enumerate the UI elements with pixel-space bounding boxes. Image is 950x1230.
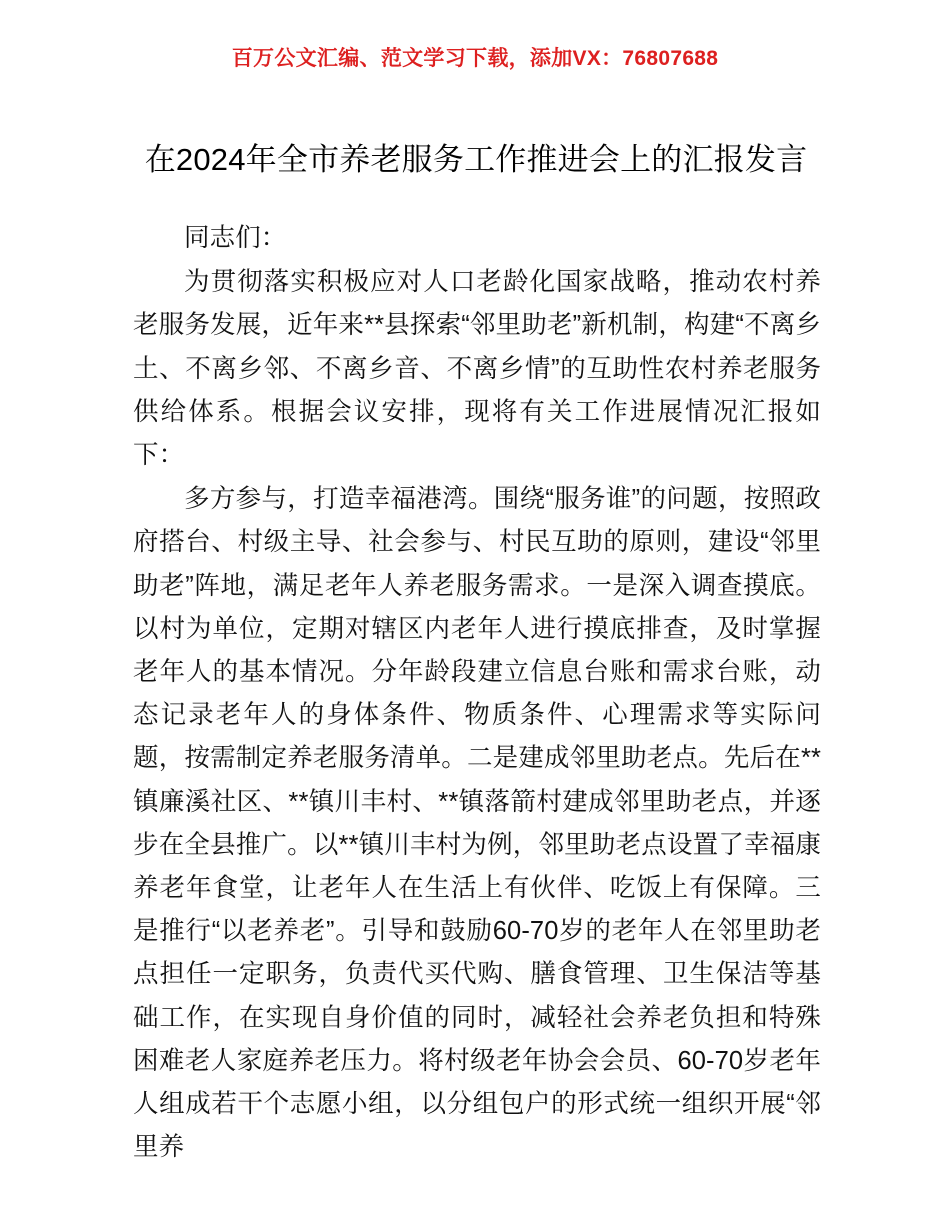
document-body	[133, 217, 821, 1169]
promo-banner-text: 百万公文汇编、范文学习下载，添加VX：76807688	[231, 47, 719, 70]
paragraph-salutation: 同志们：	[184, 224, 287, 252]
page-title: 在2024年全市养老服务工作推进会上的汇报发言	[144, 141, 808, 177]
paragraph-section-one: 多方参与，打造幸福港湾。围绕“服务谁”的问题，按照政府搭台、村级主导、社会参与、村民互助的原则，建设“邻里助老”阵地，满足老年人养老服务需求。一是深入调查摸底。以村为单位，定期对辖区内老年人进行摸底排查，及时掌握老年人的基本情况。分年龄段建立信息台账和需求台账，动态记录老年人的身体条件、物质条件、心理需求等实际问题，按需制定养老服务清单。二是建成邻里助老点。先后在**镇廉溪社区、**镇川丰村、**镇落箭村建成邻里助老点，并逐步在全县推广。以**镇川丰村为例，邻里助老点设置了幸福康养老年食堂，让老年人在生活上有伙伴、吃饭上有保障。三是推行“以老养老”。引导和鼓励60-70岁的老年人在邻里助老点担任一定职务，负责代买代购、膳食管理、卫生保洁等基础工作，在实现自身价值的同时，减轻社会养老负担和特殊困难老人家庭养老压力。将村级老年协会会员、60-70岁老年人组成若干个志愿小组，以分组包户的形式统一组织开展“邻里养	[133, 485, 821, 1162]
paragraph-intro: 为贯彻落实积极应对人口老龄化国家战略，推动农村养老服务发展，近年来**县探索“邻里助老”新机制，构建“不离乡土、不离乡邻、不离乡音、不离乡情”的互助性农村养老服务供给体系。根据会议安排，现将有关工作进展情况汇报如下：	[133, 268, 821, 470]
